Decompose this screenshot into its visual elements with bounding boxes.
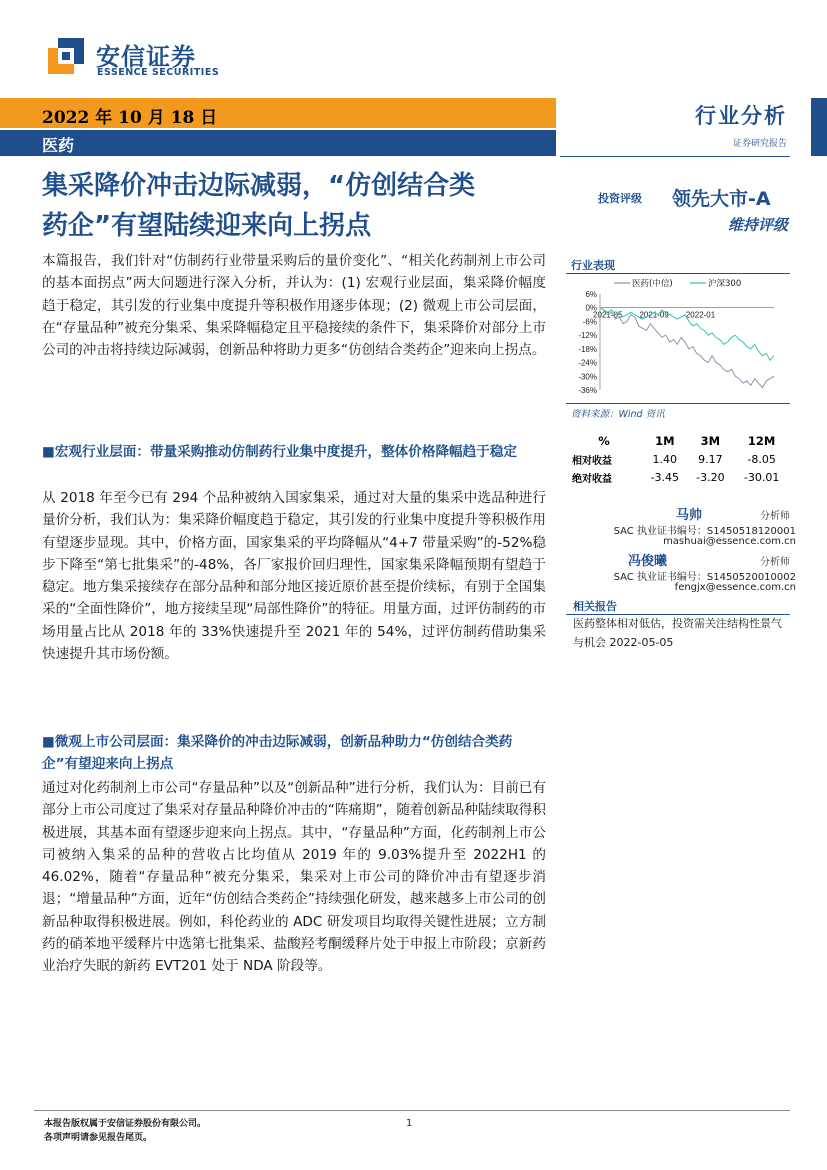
- page-number: 1: [406, 1118, 413, 1129]
- report-subtype: 证券研究报告: [732, 139, 787, 149]
- analyst-email-link[interactable]: fengjx@essence.com.cn: [674, 582, 796, 593]
- report-title: [42, 166, 557, 246]
- rating-action: 维持评级: [727, 216, 788, 234]
- table-header-cell: 1M: [655, 434, 675, 448]
- chart-legend-label: 医药(中信): [632, 279, 673, 289]
- chart-y-tick-label: 6%: [585, 290, 597, 299]
- analyst-title: 分析师: [760, 511, 790, 522]
- chart-y-tick-label: -6%: [582, 317, 597, 327]
- industry-performance-chart: [566, 276, 790, 400]
- essence-logo-icon: [48, 38, 84, 74]
- row-label: 相对收益: [572, 455, 612, 467]
- footer-divider: [34, 1110, 790, 1111]
- table-row: [566, 468, 790, 486]
- analyst-sac-number: SAC 执业证书编号：S1450520010002: [613, 572, 796, 583]
- report-title-line-2: 药企”有望陆续迎来向上拐点: [42, 211, 372, 241]
- section-2-heading: ■微观上市公司层面：集采降价的冲击边际减弱，创新品种助力“仿创结合类药企”有望迎来向上拐点: [42, 734, 513, 772]
- chart-y-tick-label: -36%: [578, 386, 597, 395]
- chart-y-tick-label: -24%: [578, 358, 597, 368]
- performance-table-header: [566, 432, 790, 450]
- header-side-block: [811, 98, 827, 156]
- chart-x-tick-label: 2021-09: [639, 310, 669, 320]
- chart-x-tick-label: 2021-05: [593, 310, 623, 320]
- table-cell: -30.01: [743, 470, 780, 484]
- chart-y-tick-label: 0%: [585, 303, 597, 313]
- logo-name-en: ESSENCE SECURITIES: [97, 67, 220, 78]
- footer-copyright: 本报告版权属于安信证券股份有限公司。: [44, 1119, 207, 1129]
- sector-label: 医药: [42, 136, 75, 155]
- report-date: 2022 年 10 月 18 日: [42, 108, 218, 128]
- performance-heading: 行业表现: [571, 259, 615, 272]
- sector-bar: [0, 130, 556, 156]
- table-header-cell: %: [598, 434, 610, 448]
- chart-x-tick-label: 2022-01: [685, 310, 716, 320]
- table-header-cell: 12M: [747, 434, 776, 448]
- footer-disclaimer: 各项声明请参见报告尾页。: [44, 1133, 153, 1143]
- table-cell: -3.20: [696, 470, 725, 484]
- table-cell: 9.17: [698, 452, 723, 466]
- section-1-heading: ■宏观行业层面：带量采购推动仿制药行业集中度提升，整体价格降幅趋于稳定: [42, 444, 518, 460]
- chart-source: 资料来源：Wind 资讯: [571, 409, 665, 420]
- related-report-link[interactable]: 医药整体相对低估，投资需关注结构性景气与机会 2022-05-05: [573, 617, 782, 649]
- report-type: 行业分析: [695, 104, 787, 128]
- section-1-body: 从 2018 年至今已有 294 个品种被纳入国家集采，通过对大量的集采中选品种进行量价分析，我们认为：集采降价幅度趋于稳定，其引发的行业集中度提升等积极作用有望逐步显现。其中，价格方面，国家集采的平均降幅从“4+7 带量采购”的-52%稳步下降至“第七批集采”的-48%，各厂家报价回归理性，国家集采降幅预期有望趋于稳定。地方集采接续存在部分品种和部分地区接近原价甚至提价续标，有别于全国集采的“全面性降价”，地方接续呈现“局部性降价”的特征。用量方面，过评仿制药的市场用量占比从 2018 年的 33%快速提升至 2021 年的 54%，过评仿制药借助集采快速提升其市场份额。: [42, 490, 546, 663]
- logo-name-cn: 安信证券: [96, 43, 196, 71]
- analyst-sac-number: SAC 执业证书编号：S1450518120001: [613, 526, 796, 537]
- chart-y-tick-label: -18%: [578, 344, 597, 354]
- header-divider: [560, 156, 790, 157]
- table-cell: -3.45: [650, 470, 680, 484]
- table-cell: 1.40: [652, 452, 678, 466]
- table-row: [566, 450, 790, 468]
- report-title-line-1: 集采降价冲击边际减弱，“仿创结合类: [42, 171, 476, 201]
- related-reports-heading: 相关报告: [573, 600, 617, 613]
- row-label: 绝对收益: [572, 473, 612, 485]
- analyst-name: 冯俊曦: [628, 554, 668, 569]
- chart-y-tick-label: -12%: [578, 331, 597, 341]
- rating-label: 投资评级: [598, 192, 642, 205]
- chart-y-tick-label: -30%: [578, 372, 597, 382]
- table-cell: -8.05: [747, 452, 776, 466]
- intro-paragraph: 本篇报告，我们针对“仿制药行业带量采购后的量价变化”、“相关化药制剂上市公司的基本面拐点”两大问题进行深入分析，并认为：(1) 宏观行业层面，集采降价幅度趋于稳定，其引发的行业集中度提升等积极作用逐步体现；(2) 微观上市公司层面，在“存量品种”被充分集采、集采降幅稳定且平稳接续的条件下，集采降价对部分上市公司的冲击将持续边际减弱，创新品种将助力更多“仿创结合类药企”迎来向上拐点。: [42, 253, 546, 359]
- performance-divider: [566, 273, 790, 274]
- rating-value: 领先大市-A: [672, 188, 771, 210]
- analyst-title: 分析师: [760, 557, 790, 568]
- performance-table: [566, 432, 790, 486]
- analyst-email-link[interactable]: mashuai@essence.com.cn: [663, 536, 796, 547]
- analyst-name: 马帅: [676, 508, 703, 523]
- section-2-body: 通过对化药制剂上市公司“存量品种”以及“创新品种”进行分析，我们认为：目前已有部分上市公司度过了集采对存量品种降价冲击的“阵痛期”，随着创新品种陆续取得积极进展，其基本面有望逐步迎来向上拐点。其中，“存量品种”方面，化药制剂上市公司被纳入集采的品种的营收占比均值从 2019 年的 9.03%提升至 2022H1 的 46.02%，随着“存量品种”被充分集采，集采对上市公司的降价冲击有望逐步消退；“增量品种”方面，近年“仿创结合类药企”持续强化研发，越来越多上市公司的创新品种取得积极进展。例如，科伦药业的 ADC 研发项目均取得关键性进展；立方制药的硝苯地平缓释片中选第七批集采、盐酸羟考酮缓释片处于申报上市阶段；京新药业治疗失眠的新药 EVT201 处于 NDA 阶段等。: [42, 780, 546, 975]
- chart-legend-label: 沪深300: [708, 279, 742, 289]
- table-header-cell: 3M: [700, 434, 721, 448]
- source-divider: [566, 403, 790, 404]
